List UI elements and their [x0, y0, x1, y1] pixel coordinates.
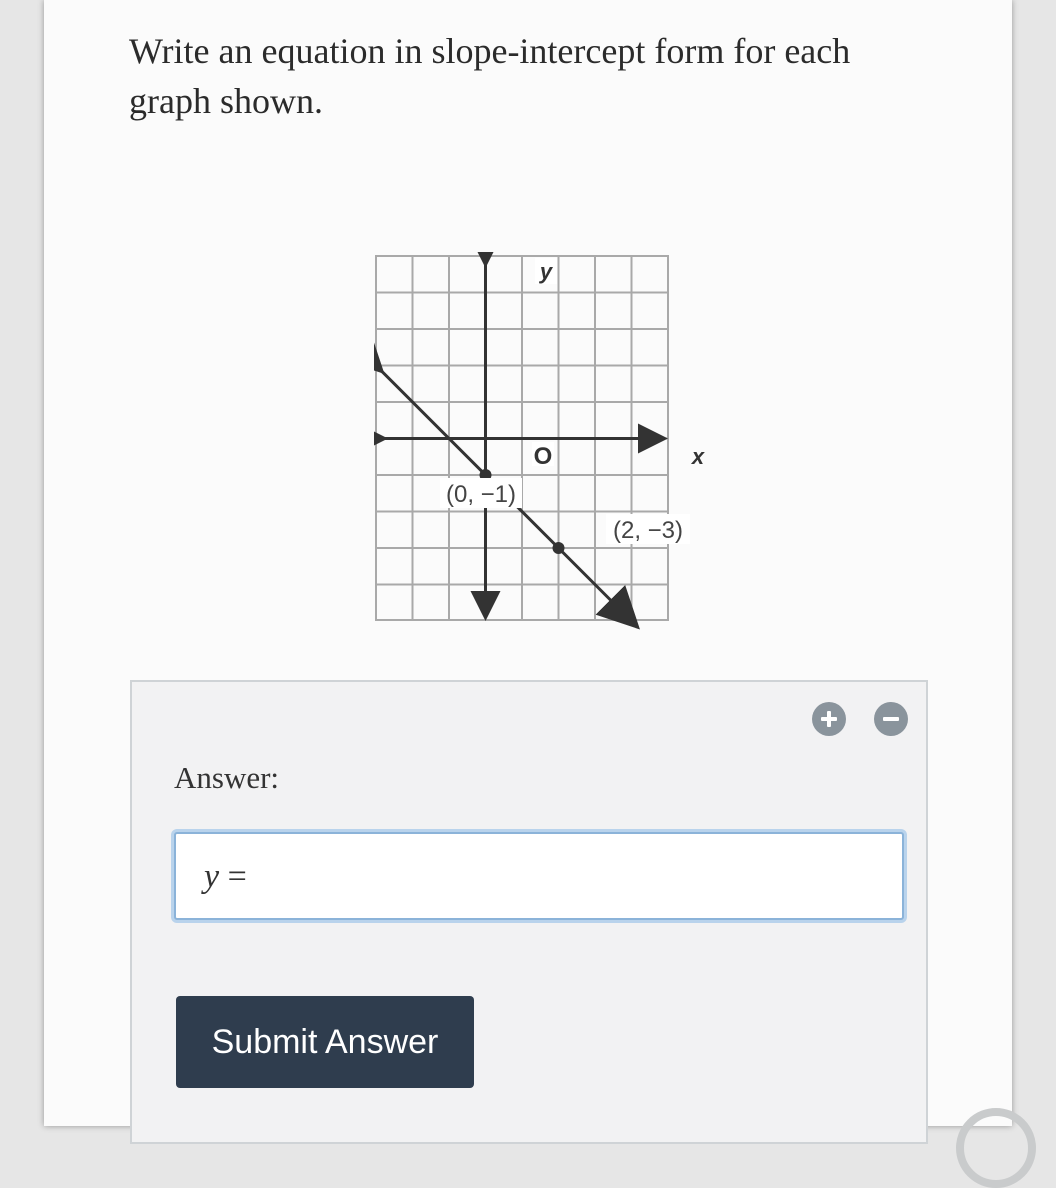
- question-card: [44, 0, 1012, 1126]
- plus-circle-icon[interactable]: [812, 702, 846, 736]
- answer-label: Answer:: [174, 760, 280, 795]
- y-axis-label: y: [539, 259, 553, 284]
- point2-label: (2, −3): [612, 517, 684, 544]
- point1-label: (0, −1): [445, 481, 517, 508]
- answer-input[interactable]: [174, 832, 904, 920]
- floating-circle-icon[interactable]: [956, 1108, 1036, 1188]
- origin-label: O: [533, 443, 553, 470]
- answer-panel: [130, 680, 928, 1144]
- answer-prefix: y =: [204, 858, 247, 895]
- question-text: Write an equation in slope-intercept form for each graph shown.: [129, 31, 851, 121]
- x-axis-label: x: [691, 444, 705, 469]
- point-2-neg3: [553, 542, 565, 554]
- coordinate-graph: [374, 252, 724, 632]
- submit-answer-button[interactable]: Submit Answer: [176, 996, 474, 1088]
- minus-circle-icon[interactable]: [874, 702, 908, 736]
